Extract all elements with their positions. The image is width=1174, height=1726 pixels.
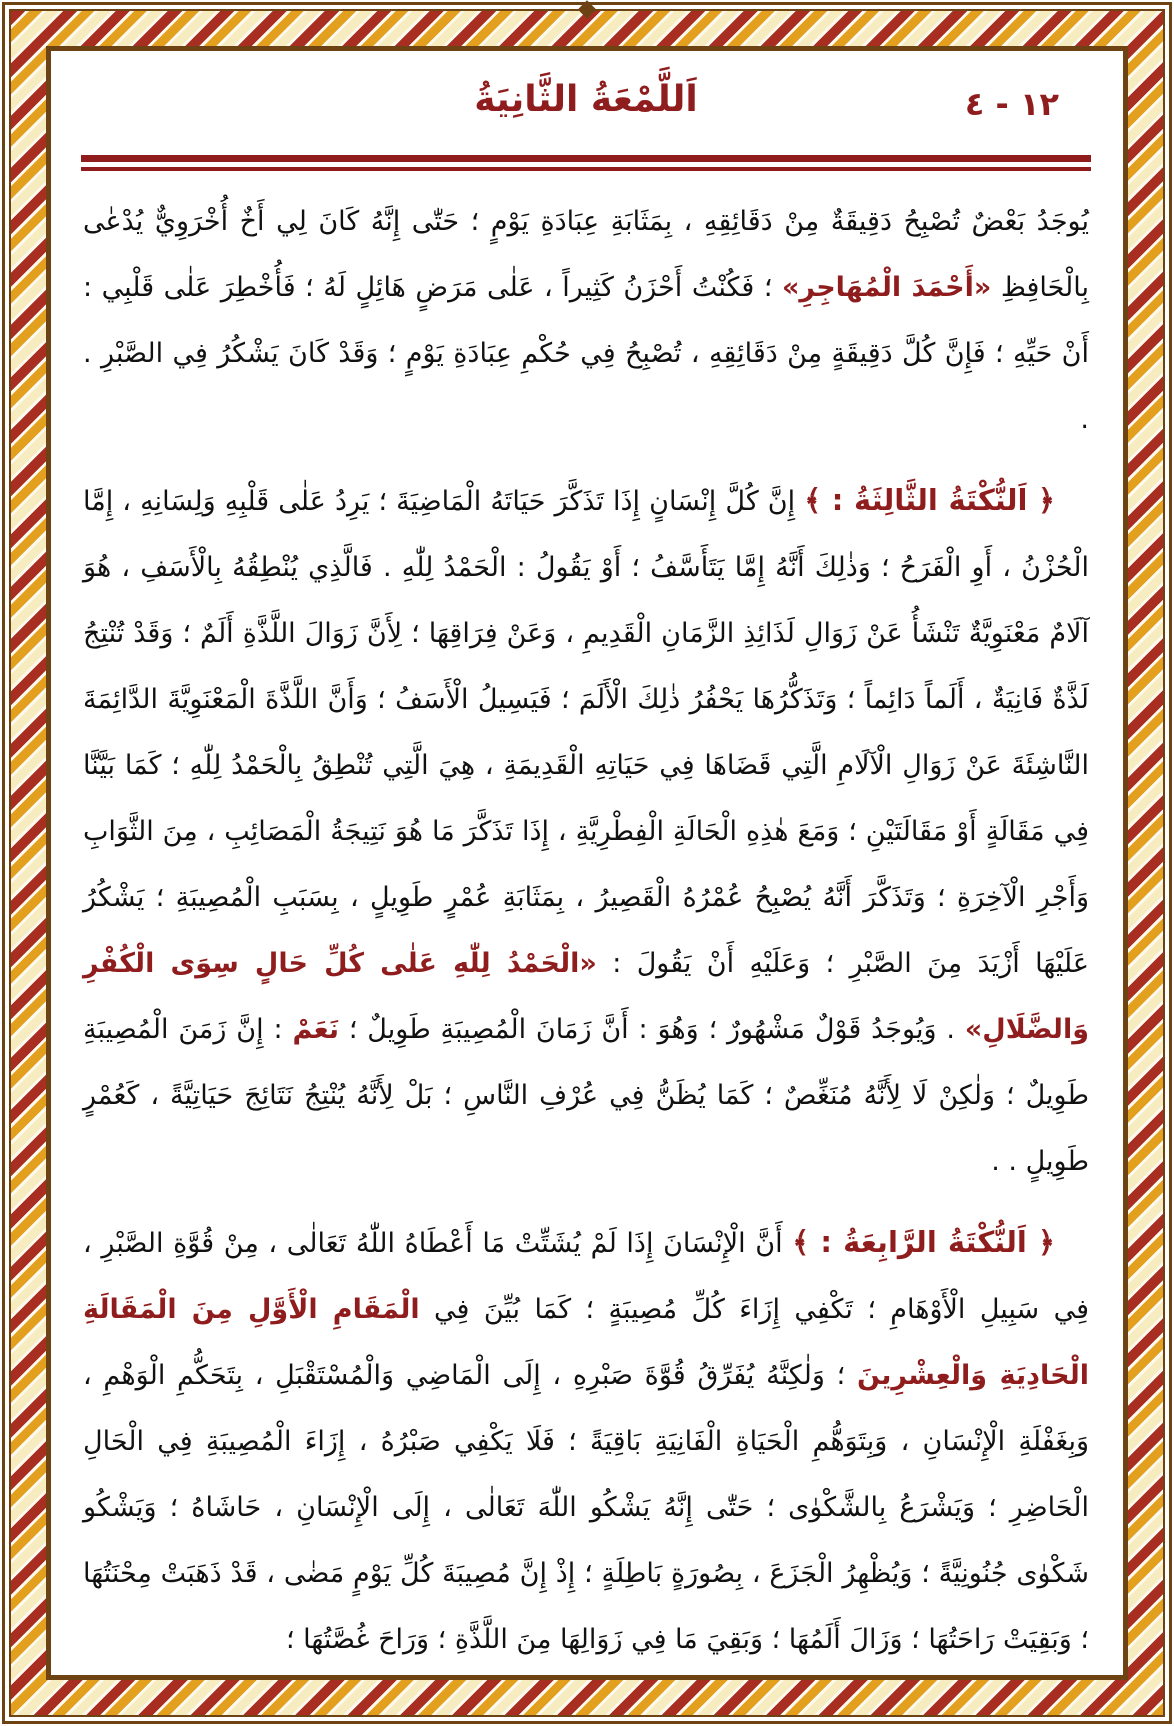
body-text-segment: : إِنَّ زَمَنَ الْمُصِيبَةِ طَوِيلٌ ؛ وَلٰكِنْ لَا لِأَنَّهُ مُنَغِّصٌ ؛ كَمَا يُظَنُّ فِي عُرْفِ النَّاسِ ؛ بَلْ لِأَنَّهُ يُنْتِجُ نَتَائِجَ حَيَاتِيَّةً ، كَعُمْرٍ طَوِيلٍ . . [83, 1014, 1089, 1177]
body-text-segment: ؛ فَكُنْتُ أَحْزَنُ كَثِيراً ، عَلٰى مَرَضٍ هَائِلٍ لَهُ ؛ فَأُخْطِرَ عَلٰى قَلْبِي : أَنْ حَيِّهِ ؛ فَإِنَّ كُلَّ دَقِيقَةٍ مِنْ دَقَائِقِهِ ، تُصْبِحُ فِي حُكْمِ عِبَادَةِ يَوْمٍ ؛ وَقَدْ كَانَ يَشْكُرُ فِي الصَّبْرِ . . [83, 272, 1089, 435]
paragraph-fourth-point [83, 1209, 1089, 1673]
section-heading: ﴿ اَلنُّكْتَةُ الرَّابِعَةُ : ﴾ [792, 1225, 1055, 1259]
divider-thick-line [81, 155, 1091, 162]
paragraph-third-point [83, 467, 1089, 1195]
body-text-segment: إِنَّ كُلَّ إِنْسَانٍ إِذَا تَذَكَّرَ حَيَاتَهُ الْمَاضِيَةَ ؛ يَرِدُ عَلٰى قَلْبِهِ وَلِسَانِهِ ، إِمَّا الْحُزْنُ ، أَوِ الْفَرَحُ ؛ وَذٰلِكَ أَنَّهُ إِمَّا يَتَأَسَّفُ ؛ أَوْ يَقُولُ : الْحَمْدُ لِلّٰهِ . فَالَّذِي يُنْطِقُهُ بِالْأَسَفِ ، هُوَ آلَامٌ مَعْنَوِيَّةٌ تَنْشَأُ عَنْ زَوَالِ لَذَائِذِ الزَّمَانِ الْقَدِيمِ ، وَعَنْ فِرَاقِهَا ؛ لِأَنَّ زَوَالَ اللَّذَّةِ أَلَمٌ ؛ وَقَدْ تُنْتِجُ لَذَّةٌ فَانِيَةٌ ، أَلَماً دَائِماً ؛ وَتَذَكُّرُهَا يَحْفُرُ ذٰلِكَ الْأَلَمَ ؛ فَيَسِيلُ الْأَسَفُ ؛ وَأَنَّ اللَّذَّةَ الْمَعْنَوِيَّةَ الدَّائِمَةَ النَّاشِئَةَ عَنْ زَوَالِ الْآلَامِ الَّتِي قَضَاهَا فِي حَيَاتِهِ الْقَدِيمَةِ ، هِيَ الَّتِي تُنْطِقُ بِالْحَمْدُ لِلّٰهِ ؛ كَمَا بَيَّنَّا فِي مَقَالَةٍ أَوْ مَقَالَتَيْنِ ؛ وَمَعَ هٰذِهِ الْحَالَةِ الْفِطْرِيَّةِ ، إِذَا تَذَكَّرَ مَا هُوَ نَتِيجَةُ الْمَصَائِبِ ، مِنَ الثَّوَابِ وَأَجْرِ الْآخِرَةِ ؛ وَتَذَكَّرَ أَنَّهُ يُصْبِحُ عُمْرُهُ الْقَصِيرُ ، بِمَثَابَةِ عُمْرٍ طَوِيلٍ ، بِسَبَبِ الْمُصِيبَةِ ؛ يَشْكُرُ عَلَيْهَا أَزْيَدَ مِنَ الصَّبْرِ ؛ وَعَلَيْهِ أَنْ يَقُولَ : [83, 486, 1089, 979]
section-heading: ﴿ اَلنُّكْتَةُ الثَّالِثَةُ : ﴾ [804, 483, 1056, 517]
page-header [77, 75, 1095, 149]
body-text-segment: أَنَّ الْإِنْسَانَ إِذَا لَمْ يُشَتِّتْ مَا أَعْطَاهُ اللّٰهُ تَعَالٰى ، مِنْ قُوَّةِ الصَّبْرِ ، فِي سَبِيلِ الْأَوْهَامِ ؛ تَكْفِي إِزَاءَ كُلِّ مُصِيبَةٍ ؛ كَمَا بُيِّنَ فِي [83, 1228, 1089, 1325]
highlighted-text-segment: الْمَقَامِ الْأَوَّلِ مِنَ الْمَقَالَةِ الْحَادِيَةِ وَالْعِشْرِينَ [83, 1294, 1089, 1391]
header-divider [81, 155, 1091, 171]
highlighted-text-segment: «الْحَمْدُ لِلّٰهِ عَلٰى كُلِّ حَالٍ سِوَى الْكُفْرِ وَالضَّلَالِ» [83, 948, 1089, 1045]
body-text-segment: ؛ وَلٰكِنَّهُ يُفَرِّقُ قُوَّةَ صَبْرِهِ ، إِلَى الْمَاضِي وَالْمُسْتَقْبَلِ ، بِتَحَكُّمِ الْوَهْمِ ، وَبِغَفْلَةِ الْإِنْسَانِ ، وَبِتَوَهُّمِ الْحَيَاةِ الْفَانِيَةِ بَاقِيَةً ؛ فَلَا يَكْفِي صَبْرُهُ ، إِزَاءَ الْمُصِيبَةِ فِي الْحَالِ الْحَاضِرِ ؛ وَيَشْرَعُ بِالشَّكْوٰى ؛ حَتّٰى إِنَّهُ يَشْكُو اللّٰهَ تَعَالٰى ، إِلَى الْإِنْسَانِ ، حَاشَاهُ ؛ وَيَشْكُو شَكْوٰى جُنُونِيَّةً ؛ وَيُظْهِرُ الْجَزَعَ ، بِصُورَةٍ بَاطِلَةٍ ؛ إِذْ إِنَّ مُصِيبَةَ كُلِّ يَوْمٍ مَضٰى ، قَدْ ذَهَبَتْ مِحْنَتُهَا ؛ وَبَقِيَتْ رَاحَتُهَا ؛ وَزَالَ أَلَمُهَا ؛ وَبَقِيَ مَا فِي زَوَالِهَا مِنَ اللَّذَّةِ ؛ وَرَاحَ غُصَّتُهَا ؛ [83, 1360, 1089, 1655]
divider-thin-line [81, 167, 1091, 171]
paragraph-intro [83, 189, 1089, 453]
page-number: ١٢ - ٤ [964, 85, 1059, 123]
body-text-segment: يُوجَدُ بَعْضٌ تُصْبِحُ دَقِيقَةٌ مِنْ دَقَائِقِهِ ، بِمَثَابَةِ عِبَادَةِ يَوْمٍ ؛ حَتّٰى إِنَّهُ كَانَ لِي أَخٌ أُخْرَوِيٌّ يُدْعٰى بِالْحَافِظِ [83, 206, 1090, 303]
page-content [46, 46, 1128, 1680]
body-text [77, 189, 1095, 1673]
body-text-segment: . وَيُوجَدُ قَوْلٌ مَشْهُورٌ ؛ وَهُوَ : أَنَّ زَمَانَ الْمُصِيبَةِ طَوِيلٌ ؛ [339, 1014, 965, 1045]
page-title: اَللَّمْعَةُ الثَّانِيَةُ [474, 79, 698, 120]
highlighted-text-segment: «أَحْمَدَ الْمُهَاجِرِ» [781, 272, 992, 303]
highlighted-text-segment: نَعَمْ [292, 1014, 339, 1045]
